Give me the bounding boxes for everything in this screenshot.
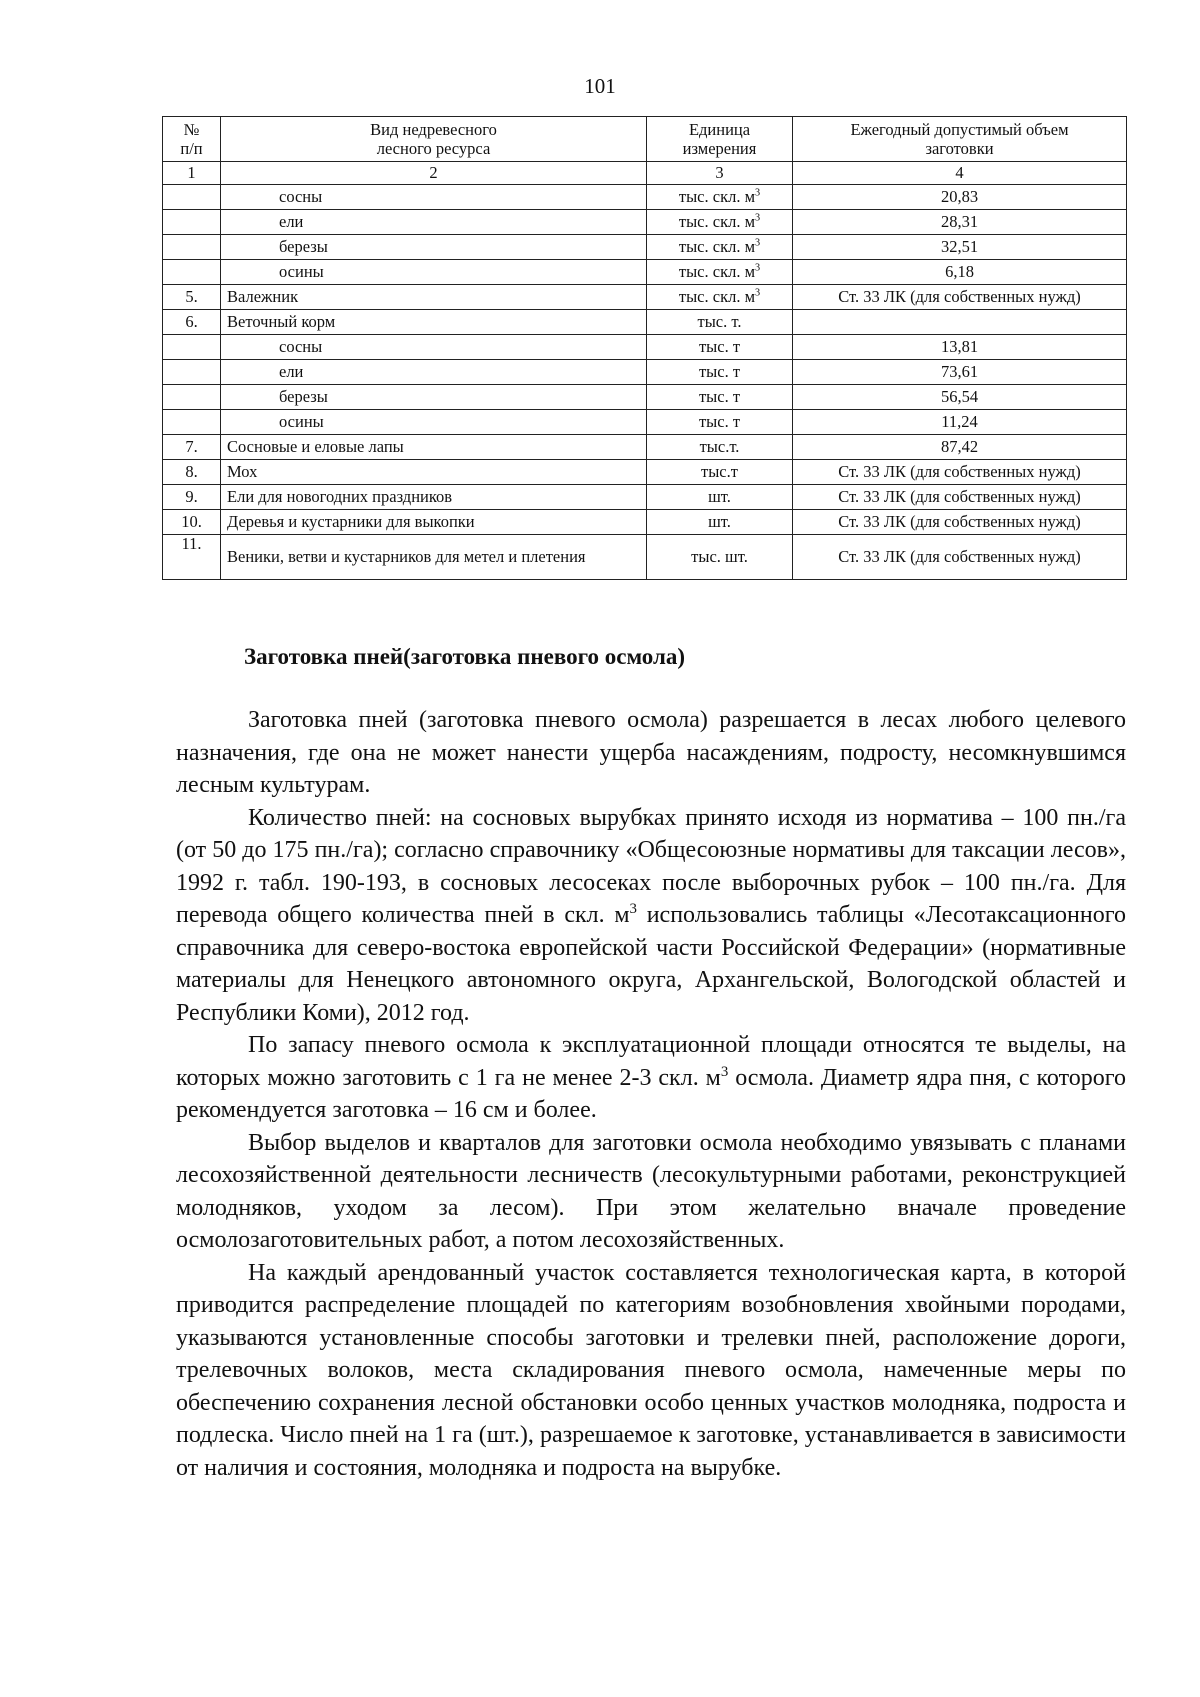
row-unit-cell-text: тыс. скл. м	[678, 237, 756, 256]
row-volume-cell	[793, 385, 1127, 410]
row-num-cell-text: 7.	[185, 437, 198, 456]
table-header-row	[163, 117, 1127, 162]
row-unit-cell-text: тыс. шт.	[691, 547, 748, 566]
unit-superscript: 3	[755, 212, 761, 224]
row-resource-cell	[221, 410, 647, 435]
row-resource-cell	[221, 360, 647, 385]
row-resource-cell-text: березы	[279, 237, 328, 256]
row-volume-cell-text: 13,81	[940, 337, 979, 356]
row-unit-cell-text: тыс. т	[698, 337, 741, 356]
row-num-cell	[163, 335, 221, 360]
header-volume	[793, 117, 1127, 162]
table-row	[163, 485, 1127, 510]
row-resource-cell-text: Веники, ветви и кустарников для метел и плетения	[227, 547, 586, 566]
table-row	[163, 535, 1127, 580]
paragraph	[176, 704, 1126, 802]
row-unit-cell	[647, 235, 793, 260]
row-volume-cell	[793, 285, 1127, 310]
header-resource-line-2: лесного ресурса	[376, 139, 491, 158]
row-unit-cell	[647, 185, 793, 210]
row-num-cell	[163, 310, 221, 335]
section-heading: Заготовка пней(заготовка пневого осмола)	[244, 644, 686, 669]
table-index-row	[163, 162, 1127, 185]
row-resource-cell-text: березы	[279, 387, 328, 406]
row-volume-cell	[793, 460, 1127, 485]
row-volume-cell	[793, 210, 1127, 235]
row-resource-cell-text: Ели для новогодних праздников	[227, 487, 453, 506]
row-volume-cell-text: Ст. 33 ЛК (для собственных нужд)	[838, 462, 1081, 481]
table-row	[163, 260, 1127, 285]
row-volume-cell	[793, 410, 1127, 435]
row-resource-cell	[221, 235, 647, 260]
row-volume-cell	[793, 510, 1127, 535]
row-volume-cell-text: Ст. 33 ЛК (для собственных нужд)	[838, 512, 1081, 531]
table-row	[163, 435, 1127, 460]
row-volume-cell	[793, 360, 1127, 385]
row-num-cell	[163, 260, 221, 285]
row-resource-cell-text: осины	[279, 412, 324, 431]
row-resource-cell	[221, 460, 647, 485]
row-num-cell	[163, 485, 221, 510]
row-volume-cell	[793, 235, 1127, 260]
table-row	[163, 310, 1127, 335]
row-num-cell	[163, 185, 221, 210]
row-resource-cell	[221, 335, 647, 360]
row-unit-cell-text: тыс. скл. м	[678, 287, 756, 306]
row-resource-cell	[221, 510, 647, 535]
row-unit-cell-text: тыс.т	[701, 462, 738, 481]
row-volume-cell	[793, 335, 1127, 360]
unit-superscript: 3	[755, 287, 761, 299]
row-num-cell-text: 5.	[185, 287, 198, 306]
row-resource-cell	[221, 185, 647, 210]
paragraph-superscript: 3	[629, 901, 637, 917]
index-cell: 3	[647, 162, 793, 185]
header-volume-line-2: заготовки	[925, 139, 994, 158]
resource-table	[162, 116, 1127, 580]
row-num-cell	[163, 235, 221, 260]
paragraph-text: Заготовка пней (заготовка пневого осмола) разрешается в лесах любого целевого назначения, где она не может нанести ущерба насаждениям, подросту, несомкнувшимся лесным культурам.	[176, 707, 1126, 798]
row-num-cell	[163, 385, 221, 410]
row-unit-cell	[647, 510, 793, 535]
paragraph-text: На каждый арендованный участок составляется технологическая карта, в которой приводится распределение площадей по категориям возобновления хвойными породами, указываются установленные способы заготовки и трелевки пней, расположение дороги, трелевочных волоков, места складирования пневого осмола, намеченные меры по обеспечению сохранения лесной обстановки особо ценных участков молодняка, подроста и подлеска. Число пней на 1 га (шт.), разрешаемое к заготовке, устанавливается в зависимости от наличия и состояния, молодняка и подроста на вырубке.	[176, 1259, 1126, 1481]
row-resource-cell	[221, 285, 647, 310]
row-volume-cell	[793, 535, 1127, 580]
paragraph-text: Количество пней: на сосновых вырубках принято исходя из норматива – 100 пн./га (от 50 до 175 пн./га); согласно справочнику «Общесоюзные нормативы для таксации лесов», 1992 г. табл. 190-193, в сосновых лесосеках после выборочных рубок – 100 пн./га. Для перевода общего количества пней в скл. м	[176, 804, 1126, 928]
row-unit-cell	[647, 460, 793, 485]
table-row	[163, 460, 1127, 485]
header-num-line-2: п/п	[180, 139, 203, 158]
row-num-cell	[163, 435, 221, 460]
row-num-cell	[163, 285, 221, 310]
row-volume-cell	[793, 260, 1127, 285]
header-volume-line-1: Ежегодный допустимый объем	[850, 120, 1069, 139]
table-row	[163, 210, 1127, 235]
row-resource-cell	[221, 485, 647, 510]
row-volume-cell-text: 87,42	[940, 437, 979, 456]
row-resource-cell-text: Мох	[227, 462, 258, 481]
row-volume-cell	[793, 435, 1127, 460]
header-unit-line-1: Единица	[688, 120, 751, 139]
row-num-cell	[163, 510, 221, 535]
table-row	[163, 510, 1127, 535]
paragraph	[176, 1029, 1126, 1127]
row-unit-cell	[647, 260, 793, 285]
row-resource-cell	[221, 385, 647, 410]
table-row	[163, 335, 1127, 360]
paragraph-text-continued: использовались таблицы «Лесотаксационного справочника для северо-востока европейской части Российской Федерации» (нормативные материалы для Ненецкого автономного округа, Архангельской, Вологодской областей и Республики Коми), 2012 год.	[176, 902, 1126, 1026]
row-volume-cell-text: 56,54	[940, 387, 979, 406]
row-unit-cell-text: шт.	[708, 512, 731, 531]
row-num-cell	[163, 535, 221, 580]
row-volume-cell-text: Ст. 33 ЛК (для собственных нужд)	[838, 487, 1081, 506]
row-unit-cell	[647, 435, 793, 460]
row-num-cell-text: 11.	[181, 534, 202, 553]
row-resource-cell	[221, 260, 647, 285]
table-row	[163, 410, 1127, 435]
paragraph	[176, 802, 1126, 1030]
row-unit-cell	[647, 410, 793, 435]
table-row	[163, 235, 1127, 260]
paragraph-superscript: 3	[720, 1063, 729, 1080]
row-resource-cell	[221, 310, 647, 335]
header-unit	[647, 117, 793, 162]
row-unit-cell	[647, 360, 793, 385]
row-unit-cell-text: тыс. скл. м	[678, 262, 756, 281]
paragraph	[176, 1257, 1126, 1485]
row-resource-cell-text: сосны	[279, 187, 323, 206]
row-resource-cell-text: Сосновые и еловые лапы	[227, 437, 404, 456]
row-unit-cell-text: тыс. т	[698, 362, 741, 381]
row-volume-cell	[793, 310, 1127, 335]
row-resource-cell-text: Деревья и кустарники для выкопки	[227, 512, 475, 531]
row-volume-cell-text: 6,18	[945, 262, 974, 281]
row-resource-cell-text: Веточный корм	[227, 312, 336, 331]
row-resource-cell-text: сосны	[279, 337, 323, 356]
row-volume-cell-text: 32,51	[940, 237, 979, 256]
row-unit-cell	[647, 535, 793, 580]
row-unit-cell	[647, 335, 793, 360]
row-num-cell	[163, 410, 221, 435]
row-unit-cell	[647, 385, 793, 410]
unit-superscript: 3	[755, 237, 761, 249]
row-unit-cell-text: тыс. т	[698, 412, 741, 431]
row-unit-cell-text: тыс. т.	[697, 312, 742, 331]
row-unit-cell-text: тыс. скл. м	[678, 187, 756, 206]
row-resource-cell	[221, 210, 647, 235]
paragraph-text: Выбор выделов и кварталов для заготовки осмола необходимо увязывать с планами лесохозяйственной деятельности лесничеств (лесокультурными работами, реконструкцией молодняков, уходом за лесом). При этом желательно вначале проведение осмолозаготовительных работ, а потом лесохозяйственных.	[176, 1129, 1126, 1253]
body-text	[176, 704, 1126, 1484]
row-num-cell	[163, 460, 221, 485]
row-volume-cell-text: 11,24	[941, 412, 978, 431]
row-unit-cell-text: тыс.т.	[699, 437, 740, 456]
row-resource-cell	[221, 435, 647, 460]
paragraph-text: По запасу пневого осмола к эксплуатационной площади относятся те выделы, на которых можно заготовить с 1 га не менее 2-3 скл. м	[176, 1032, 1126, 1091]
table-row	[163, 385, 1127, 410]
row-resource-cell-text: осины	[279, 262, 324, 281]
row-volume-cell-text: Ст. 33 ЛК (для собственных нужд)	[838, 547, 1081, 566]
row-unit-cell-text: тыс. т	[698, 387, 741, 406]
row-resource-cell-text: ели	[279, 212, 304, 231]
row-volume-cell-text: 28,31	[940, 212, 979, 231]
row-num-cell-text: 10.	[181, 512, 202, 531]
row-unit-cell	[647, 485, 793, 510]
header-resource-line-1: Вид недревесного	[370, 120, 497, 139]
row-unit-cell	[647, 310, 793, 335]
row-unit-cell	[647, 285, 793, 310]
row-unit-cell	[647, 210, 793, 235]
row-num-cell	[163, 360, 221, 385]
index-cell: 1	[163, 162, 221, 185]
table-row	[163, 360, 1127, 385]
row-volume-cell-text: 73,61	[940, 362, 979, 381]
row-num-cell-text: 9.	[185, 487, 198, 506]
row-unit-cell-text: шт.	[708, 487, 731, 506]
index-cell: 4	[793, 162, 1127, 185]
row-volume-cell-text: 20,83	[940, 187, 979, 206]
row-resource-cell	[221, 535, 647, 580]
row-num-cell-text: 8.	[185, 462, 198, 481]
page-number: 101	[584, 74, 616, 98]
index-cell: 2	[221, 162, 647, 185]
header-resource	[221, 117, 647, 162]
table-row	[163, 185, 1127, 210]
row-num-cell-text: 6.	[185, 312, 198, 331]
paragraph	[176, 1127, 1126, 1257]
row-resource-cell-text: Валежник	[227, 287, 299, 306]
row-volume-cell	[793, 185, 1127, 210]
row-volume-cell	[793, 485, 1127, 510]
row-num-cell	[163, 210, 221, 235]
header-num	[163, 117, 221, 162]
unit-superscript: 3	[755, 187, 761, 199]
unit-superscript: 3	[755, 262, 761, 274]
row-volume-cell-text: Ст. 33 ЛК (для собственных нужд)	[838, 287, 1081, 306]
row-resource-cell-text: ели	[279, 362, 304, 381]
header-unit-line-2: измерения	[682, 139, 757, 158]
table-row	[163, 285, 1127, 310]
paragraph-text-continued: осмола. Диаметр ядра пня, с которого рекомендуется заготовка – 16 см и более.	[176, 1064, 1126, 1123]
row-unit-cell-text: тыс. скл. м	[678, 212, 756, 231]
header-num-line-1: №	[183, 120, 200, 139]
